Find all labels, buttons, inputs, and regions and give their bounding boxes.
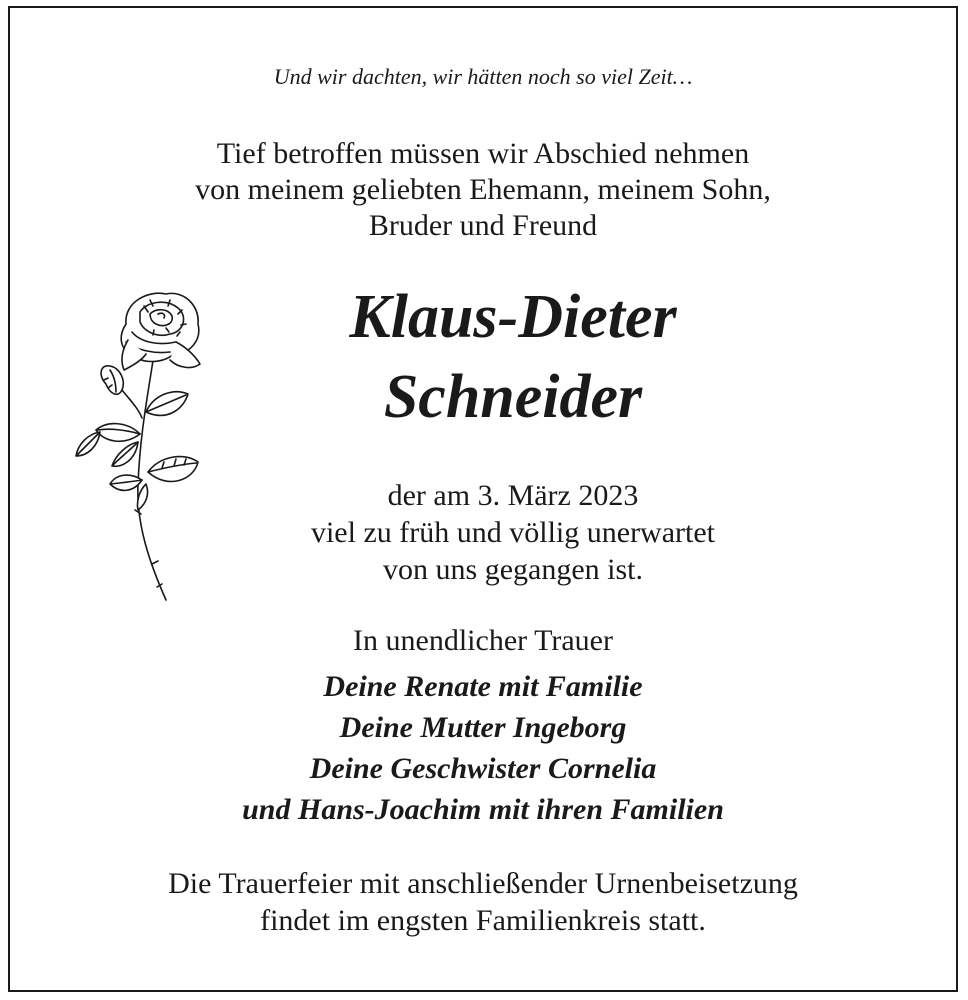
closing-line: Die Trauerfeier mit anschließender Urnenbeisetzung <box>168 867 798 900</box>
death-info-line: von uns gegangen ist. <box>383 553 643 586</box>
last-name: Schneider <box>383 363 643 431</box>
death-info-line: der am 3. März 2023 <box>387 479 639 512</box>
mourner-line: Deine Geschwister Cornelia <box>309 752 657 785</box>
mourner-line: und Hans-Joachim mit ihren Familien <box>242 793 724 826</box>
intro-line: Bruder und Freund <box>368 209 598 242</box>
obituary-notice <box>8 6 958 992</box>
mourner-line: Deine Mutter Ingeborg <box>339 711 627 744</box>
closing-line: findet im engsten Familienkreis statt. <box>260 904 706 937</box>
mourner-line: Deine Renate mit Familie <box>323 670 643 703</box>
death-info-line: viel zu früh und völlig unerwartet <box>310 516 716 549</box>
intro-line: Tief betroffen müssen wir Abschied nehmen <box>216 137 750 170</box>
mourning-phrase: In unendlicher Trauer <box>353 624 613 657</box>
first-name: Klaus-Dieter <box>349 283 677 351</box>
intro-line: von meinem geliebten Ehemann, meinem Sohn, <box>195 173 771 206</box>
motto-quote: Und wir dachten, wir hätten noch so viel Zeit… <box>273 64 693 89</box>
